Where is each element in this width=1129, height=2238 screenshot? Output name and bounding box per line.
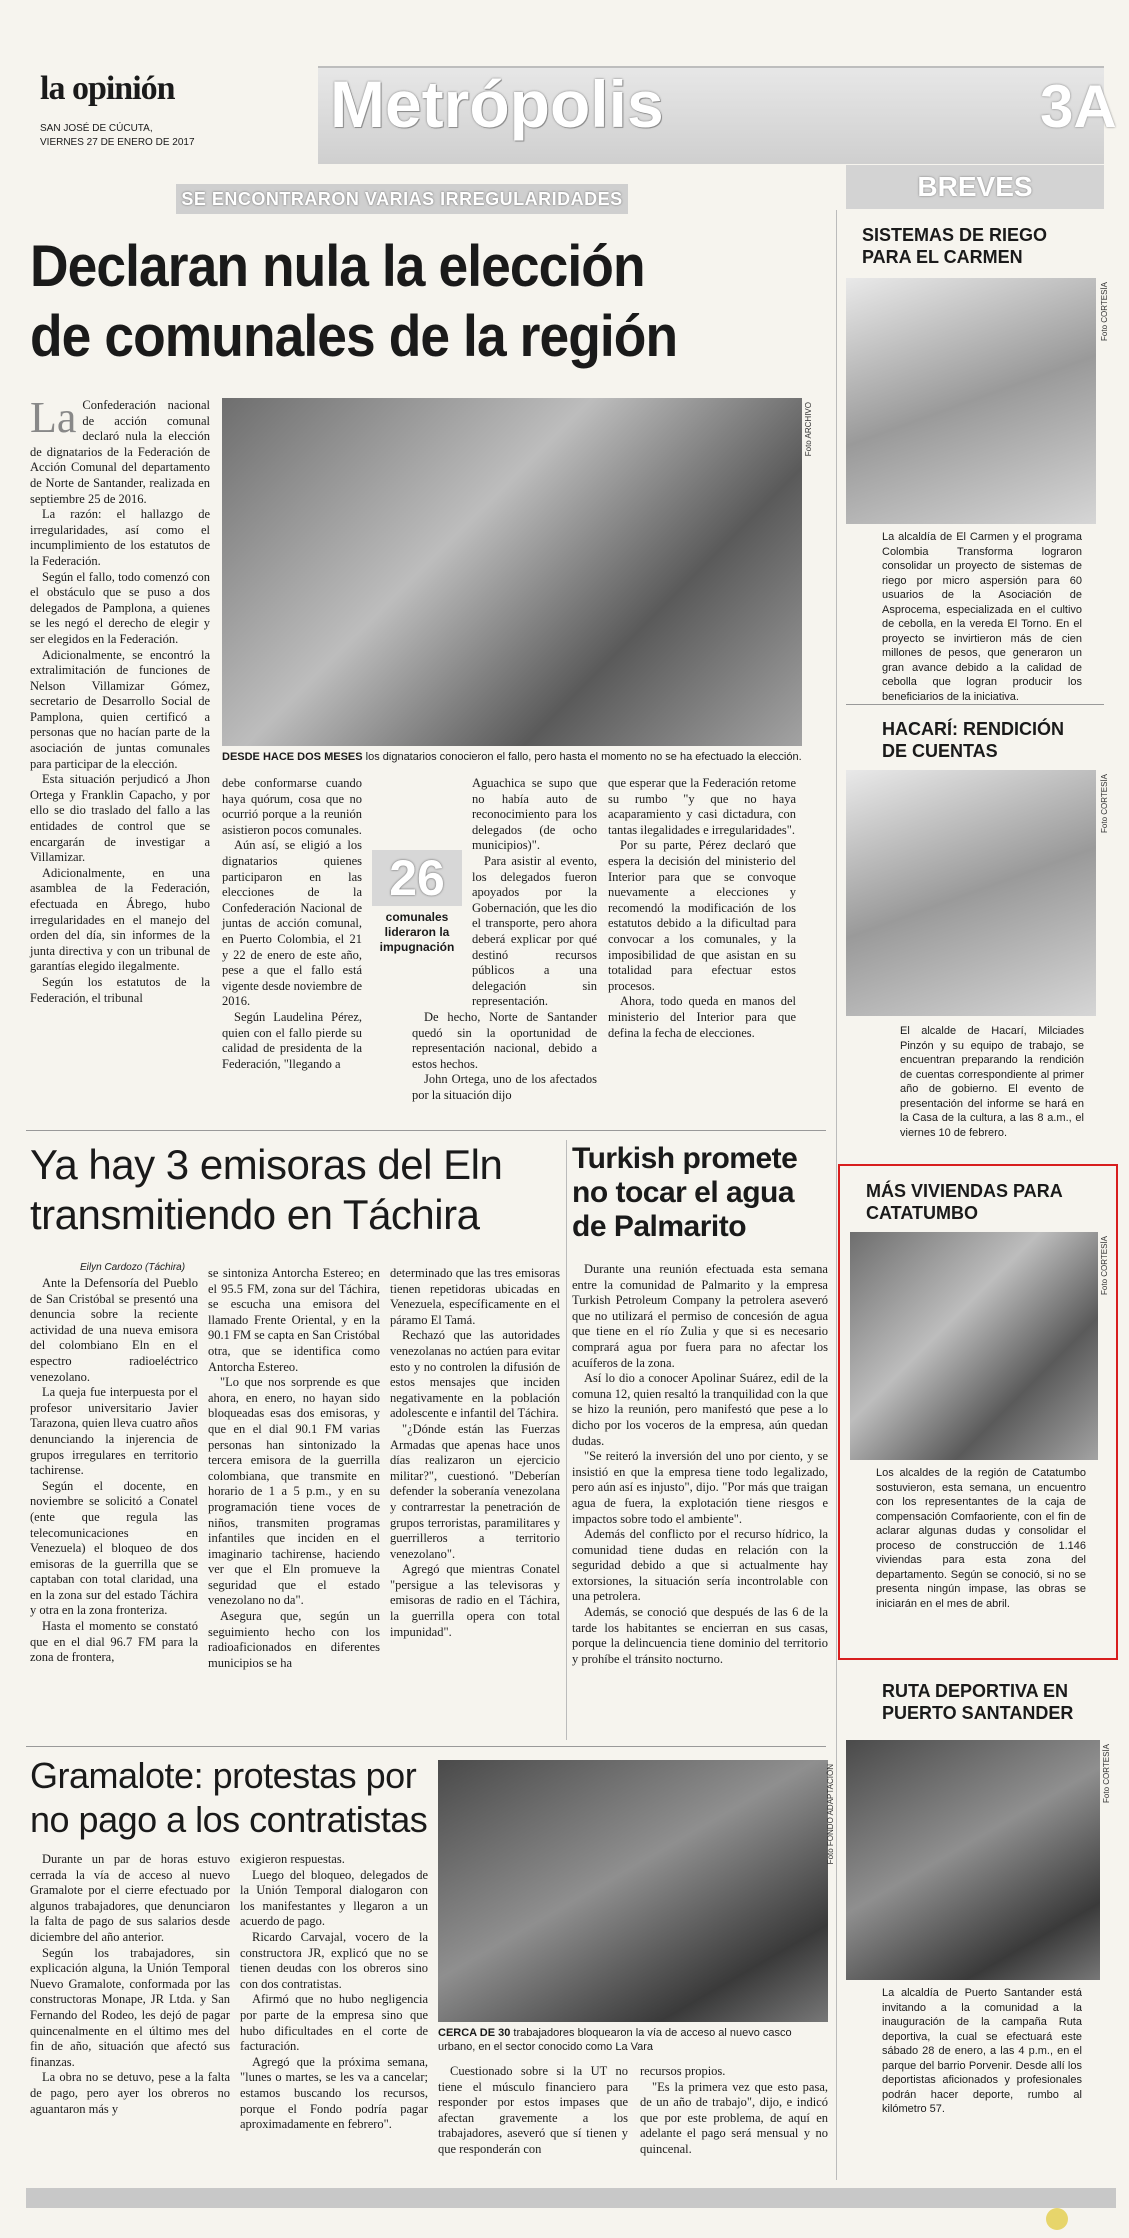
lead-dropcap: La <box>30 393 77 442</box>
lead-column-2 <box>222 776 362 1072</box>
lead-headline-line-1: Declaran nula la elección <box>30 234 645 299</box>
eln-c3-p2: Rechazó que las autoridades venezolanas no actúen para evitar esto y no controlen la difusión de estos mensajes que inciden negativamente en la población adolescente e infantil del Táchira. <box>390 1328 560 1421</box>
gramalote-photo-caption <box>438 2026 828 2054</box>
lead-c4-p1: que esperar que la Federación retome su rumbo "y que no haya acaparamiento y casi dictadura, con tantas ilegalidades e irregularidades". <box>608 776 796 837</box>
lead-c2-p2: Aún así, se eligió a los dignatarios quienes participaron en las elecciones de la Confederación Nacional de juntas de acción comunal, en Puerto Colombia, el 21 y 22 de enero de este año, pese a que el fallo está vigente desde noviembre de 2016. <box>222 838 362 1009</box>
eln-c1-p2: La queja fue interpuesta por el profesor universitario Javier Tarazona, quien lleva cuatro años denunciando la injerencia de grupos irregulares en territorio tachirense. <box>30 1385 198 1478</box>
gramalote-photo <box>438 1760 828 2022</box>
lead-photo <box>222 398 802 746</box>
footer-band <box>26 2188 1116 2208</box>
lead-photo-credit: Foto ARCHIVO <box>804 402 813 457</box>
eln-column-1 <box>30 1276 198 1666</box>
brief-catatumbo-title: MÁS VIVIENDAS PARA CATATUMBO <box>866 1181 1063 1223</box>
lead-c3-p2: Para asistir al evento, los delegados fueron apoyados por la Gobernación, que les dio el transporte, pero ahora deberá explicar por qué destinó recursos públicos a una delegación sin representación. <box>472 853 597 1009</box>
gramalote-headline <box>30 1754 450 1842</box>
lead-c1-p1: Confederación nacional de acción comunal declaró nula la elección de dignatarios de la Federación de Acción Comunal del departamento de Norte de Santander, realizada en septiembre 25 de 2016. <box>30 398 210 506</box>
eln-c2-p3: Asegura que, según un seguimiento hecho con los radioaficionados en diferentes municipios se ha <box>208 1609 380 1670</box>
turkish-p2: Así lo dio a conocer Apolinar Suárez, edil de la comuna 12, quien resaltó la tranquilidad con la que se hizo la reunión, pero manifestó que pese a lo dicho por los voceros de la empresa, aún quedan dudas. <box>572 1371 828 1448</box>
eln-column-3 <box>390 1266 560 1640</box>
gram-c3-p1: Cuestionado sobre si la UT no tiene el músculo financiero para responder por estos impases que afectan gravemente a los trabajadores, aseveró que sí tienen y que responderán con <box>438 2064 628 2156</box>
briefs-divider <box>836 210 837 2180</box>
eln-headline-line-2: transmitiendo en Táchira <box>30 1191 480 1238</box>
brief-ruta-photo <box>846 1740 1100 1980</box>
brief-riego-credit: Foto CORTESÍA <box>1100 282 1109 341</box>
eln-c2-p1: se sintoniza Antorcha Estereo; en el 95.5 FM, zona sur del Táchira, se escucha una emisora del llamado Frente Oriental, y en la 90.1 FM se capta en San Cristóbal otra, que se identifica como Antorcha Estereo. <box>208 1266 380 1374</box>
brief-hacari-credit: Foto CORTESÍA <box>1100 774 1109 833</box>
eln-c1-p4: Hasta el momento se constató que en el dial 96.7 FM para la zona de frontera, <box>30 1619 198 1665</box>
registration-dot <box>1046 2208 1068 2230</box>
gram-c4-p1: recursos propios. <box>640 2064 726 2078</box>
fact-number: 26 <box>372 850 462 906</box>
eln-c3-p4: Agregó que mientras Conatel "persigue a las televisoras y emisoras de radio en el Táchira, la guerrilla opera con total impunidad". <box>390 1562 560 1639</box>
fact-label: comunales lideraron la impugnación <box>379 910 455 954</box>
gramalote-photo-credit: Foto FONDO ADAPTACIÓN <box>826 1764 835 1865</box>
gramalote-caption-bold: CERCA DE 30 <box>438 2027 511 2039</box>
lead-c4-p3: Ahora, todo queda en manos del ministerio del Interior para que defina la fecha de elecciones. <box>608 994 796 1040</box>
lead-c4-p2: Por su parte, Pérez declaró que espera la decisión del ministerio del Interior para que se convoque nuevamente a elecciones y recomendó la modificación de los estatutos debido a la dificultad para convocar a los comunales, y la imposibilidad de que asistan en su totalidad para efectuar estos procesos. <box>608 838 796 993</box>
turkish-body <box>572 1262 828 1667</box>
brief-hacari-photo <box>846 770 1096 1016</box>
lead-c1-p3: Según el fallo, todo comenzó con el obstáculo que se puso a dos delegados de Pamplona, a quienes se les negó el derecho de elegir y ser elegidos en la Federación. <box>30 569 210 646</box>
lead-kicker: SE ENCONTRARON VARIAS IRREGULARIDADES <box>176 184 628 214</box>
lead-photo-caption <box>222 750 822 764</box>
gramalote-column-2 <box>240 1852 428 2133</box>
page-number: 3A <box>1040 73 1117 140</box>
gramalote-column-3 <box>438 2064 628 2158</box>
eln-c1-p3: Según el docente, en noviembre se solicitó a Conatel (ente que regula las telecomunicaciones en Venezuela) el bloqueo de dos emisoras de la guerrilla que se captaban con total claridad, una en la zona sur del estado Táchira y otra en la zona fronteriza. <box>30 1478 198 1618</box>
section-title: Metrópolis <box>330 67 664 141</box>
lead-c1-p2: La razón: el hallazgo de irregularidades, así como el incumplimiento de los estatutos de la Federación. <box>30 507 210 568</box>
lead-c1-p7: Según los estatutos de la Federación, el tribunal <box>30 974 210 1005</box>
dateline-date: VIERNES 27 DE ENERO DE 2017 <box>40 137 195 148</box>
lead-caption-text: los dignatarios conocieron el fallo, pero hasta el momento no se ha efectuado la elección. <box>362 751 802 763</box>
brief-catatumbo-photo <box>850 1232 1098 1460</box>
gramalote-caption-text: trabajadores bloquearon la vía de acceso al nuevo casco urbano, en el sector conocido como La Vara <box>438 2027 792 2053</box>
divider-vertical <box>566 1140 567 1740</box>
eln-c2-p2: "Lo que nos sorprende es que ahora, en enero, no hayan sido bloqueadas esas dos emisoras, y que en el dial 90.1 FM varias personas han sintonizado la tercera emisora de la guerrilla colombiana, que transmite en horario de 1 a 5 p.m., y en su programación tiene voces de niños, transmiten programas infantiles que inciden en el imaginario tachirense, haciendo ver que el Eln promueve la seguridad que el estado venezolano no da". <box>208 1375 380 1608</box>
gram-c2-p2: Luego del bloqueo, delegados de la Unión Temporal dialogaron con los manifestantes y llegaron a un acuerdo de pago. <box>240 1867 428 1929</box>
gram-c1-p2: Según los trabajadores, sin explicación alguna, la Unión Temporal Nuevo Gramalote, conformada por las constructoras Monape, JR Ltda. y San Fernando del Rodeo, les dejó de pagar quincenalmente en el último mes del fin de año, situación que afectó sus finanzas. <box>30 1945 230 2069</box>
eln-column-2 <box>208 1266 380 1671</box>
turkish-p1: Durante una reunión efectuada esta semana entre la comunidad de Palmarito y la empresa Turkish Petroleum Company la petrolera aseveró que no utilizará el permiso de concesión de agua que tiene en el río Zulia y que si es necesario comprará agua por fuera para no afectar los acuíferos de la zona. <box>572 1262 828 1370</box>
gramalote-headline-line-1: Gramalote: protestas por <box>30 1755 417 1796</box>
gram-c2-p4: Afirmó que no hubo negligencia por parte de la empresa sino que hubo dificultades en el corte de facturación. <box>240 1992 428 2054</box>
eln-headline-line-1: Ya hay 3 emisoras del Eln <box>30 1141 503 1188</box>
gram-c1-p1: Durante un par de horas estuvo cerrada la vía de acceso al nuevo Gramalote por el cierre efectuado por algunos trabajadores, que denunciaron la falta de pago de sus salarios desde diciembre del año anterior. <box>30 1852 230 1944</box>
lead-headline-line-2: de comunales de la región <box>30 304 678 369</box>
brief-riego-photo <box>846 278 1096 524</box>
lead-c1-p5: Esta situación perjudicó a Jhon Ortega y Franklin Capacho, y por ello se dio traslado del fallo a las entidades de control que se encargarán de investigar a Villamizar. <box>30 772 210 865</box>
divider-1 <box>26 1130 826 1131</box>
gram-c4-p2: "Es la primera vez que esto pasa, de un año de trabajo", dijo, e indicó que por este problema, de aquí en adelante el pago será mensual y no quincenal. <box>640 2079 828 2156</box>
lead-column-4 <box>608 776 796 1041</box>
gram-c1-p3: La obra no se detuvo, pese a la falta de pago, pero ayer los obreros no aguantaron más y <box>30 2070 230 2116</box>
turkish-p4: Además del conflicto por el recurso hídrico, la comunidad tiene dudas en relación con la seguridad debido a que si actualmente hay extorsiones, la situación sería incontrolable con una petrolera. <box>572 1527 828 1604</box>
brief-ruta-text: La alcaldía de Puerto Santander está invitando a la comunidad a la inauguración de la campaña Ruta deportiva, la cual se efectuará este sábado 28 de enero, a las 4 p.m., en el parque del barrio Porvenir. Desde allí los deportistas aficionados y profesionales podrán hacer deporte, rumbo al kilómetro 57. <box>882 1987 1082 2115</box>
gramalote-column-4 <box>640 2064 828 2158</box>
divider-2 <box>26 1746 826 1747</box>
brief-catatumbo-credit: Foto CORTESÍA <box>1100 1236 1109 1295</box>
brief-riego-text: La alcaldía de El Carmen y el programa Colombia Transforma lograron consolidar un proyecto de sistemas de riego por micro aspersión para 60 usuarios de la Asociación de Asprocema, especializada en el cultivo de cebolla, en la vereda El Torno. En el proyecto se invirtieron más de cien millones de pesos, que generaron un gran avance debido a la calidad de cebolla que logran producir los beneficiarios de la iniciativa. <box>882 531 1082 703</box>
gramalote-headline-line-2: no pago a los contratistas <box>30 1799 428 1840</box>
brief-riego-title: SISTEMAS DE RIEGO PARA EL CARMEN <box>862 225 1048 267</box>
gram-c2-p1: exigieron respuestas. <box>240 1852 345 1866</box>
lead-c2-p1: debe conformarse cuando haya quórum, cosa que no ocurrió porque a la reunión asistieron pocos comunales. <box>222 776 362 837</box>
lead-c1-p6: Adicionalmente, en una asamblea de la Federación, efectuada en Ábrego, hubo irregularidades en el manejo del orden del día, sin informes de la junta directiva y con un tribunal de garantías elegido ilegalmente. <box>30 865 210 974</box>
lead-caption-bold: DESDE HACE DOS MESES <box>222 751 363 763</box>
lead-column-1 <box>30 393 210 1006</box>
eln-c1-p1: Ante la Defensoría del Pueblo de San Cristóbal se presentó una denuncia sobre la reciente actividad de una nueva emisora del colombiano Eln en el espectro radioeléctrico venezolano. <box>30 1276 198 1384</box>
lead-c3-p4: John Ortega, uno de los afectados por la situación dijo <box>412 1072 597 1102</box>
gramalote-column-1 <box>30 1852 230 2117</box>
turkish-p3: "Se reiteró la inversión del uno por ciento, y se insistió en que la empresa tiene todo legalizado, pero aún así es injusto", dijo. "Por más que traigan agua de fuera, la explotación tiene riesgos e impactos sobre todo el ambiente". <box>572 1449 828 1526</box>
breves-header: BREVES <box>846 165 1104 209</box>
lead-c3-p1: Aguachica se supo que no había auto de reconocimiento para los delegados (de ocho municipios)". <box>472 776 597 853</box>
brief-hacari-title: HACARÍ: RENDICIÓN DE CUENTAS <box>882 719 1064 761</box>
dateline <box>40 122 195 150</box>
gram-c2-p5: Agregó que la próxima semana, "lunes o martes, se les va a cancelar; estamos buscando los recursos, porque el Fondo podría pagar aproximadamente en febrero". <box>240 2054 428 2132</box>
eln-byline: Eilyn Cardozo (Táchira) <box>80 1262 186 1273</box>
brief-ruta-title: RUTA DEPORTIVA EN PUERTO SANTANDER <box>882 1681 1074 1723</box>
lead-column-3 <box>412 776 597 1103</box>
turkish-p5: Además, se conoció que después de las 6 de la tarde los habitantes se encierran en sus casas, porque la delincuencia tiene dominio del territorio y prohíbe el tránsito nocturno. <box>572 1605 828 1666</box>
eln-c3-p1: determinado que las tres emisoras tienen repetidoras ubicadas en Venezuela, específicamente en el páramo El Tamá. <box>390 1266 560 1327</box>
brief-hacari-text: El alcalde de Hacarí, Milciades Pinzón y su equipo de trabajo, se encuentran preparando la rendición de cuentas correspondiente al primer año de gobierno. El evento de presentación del informe se hará en la Casa de la cultura, a las 8 a.m., el viernes 10 de febrero. <box>900 1025 1084 1139</box>
turkish-headline: Turkish promete no tocar el agua de Palmarito <box>572 1142 798 1243</box>
lead-c2-p3: Según Laudelina Pérez, quien con el fallo pierde su calidad de presidenta de la Federación, "llegando a <box>222 1009 362 1071</box>
newspaper-logo: la opinión <box>40 70 175 107</box>
brief-divider-1 <box>846 704 1104 705</box>
brief-ruta-credit: Foto CORTESÍA <box>1102 1744 1111 1803</box>
lead-c3-p3: De hecho, Norte de Santander quedó sin la oportunidad de representación nacional, debido a estos hechos. <box>412 1009 597 1071</box>
gram-c2-p3: Ricardo Carvajal, vocero de la constructora JR, explicó que no se tienen deudas con los obreros sino con dos contratistas. <box>240 1929 428 1991</box>
lead-c1-p4: Adicionalmente, se encontró la extralimitación de funciones de Nelson Villamizar Gómez, secretario de Desarrollo Social de Pamplona, quien certificó a personas que no hacían parte de la asociación de juntas comunales para participar de la elección. <box>30 647 210 771</box>
brief-catatumbo-text: Los alcaldes de la región de Catatumbo sostuvieron, esta semana, un encuentro con los representantes de la caja de compensación Comfaoriente, con el fin de aclarar algunas dudas y consolidar el proceso de construcción de 1.146 viviendas para esta zona del departamento. Según se conoció, si no se presenta ningún impase, las obras se iniciarán en el mes de abril. <box>876 1467 1086 1610</box>
eln-c3-p3: "¿Dónde están las Fuerzas Armadas que apenas hace unos días realizaron un ejercicio militar?", cuestionó. "Deberían defender la soberanía venezolana y contrarrestar la penetración de grupos terroristas, paramilitares y guerrilleros a territorio venezolano". <box>390 1421 560 1561</box>
lead-headline <box>30 232 766 372</box>
dateline-city: SAN JOSÉ DE CÚCUTA, <box>40 123 153 134</box>
eln-headline <box>30 1140 570 1240</box>
